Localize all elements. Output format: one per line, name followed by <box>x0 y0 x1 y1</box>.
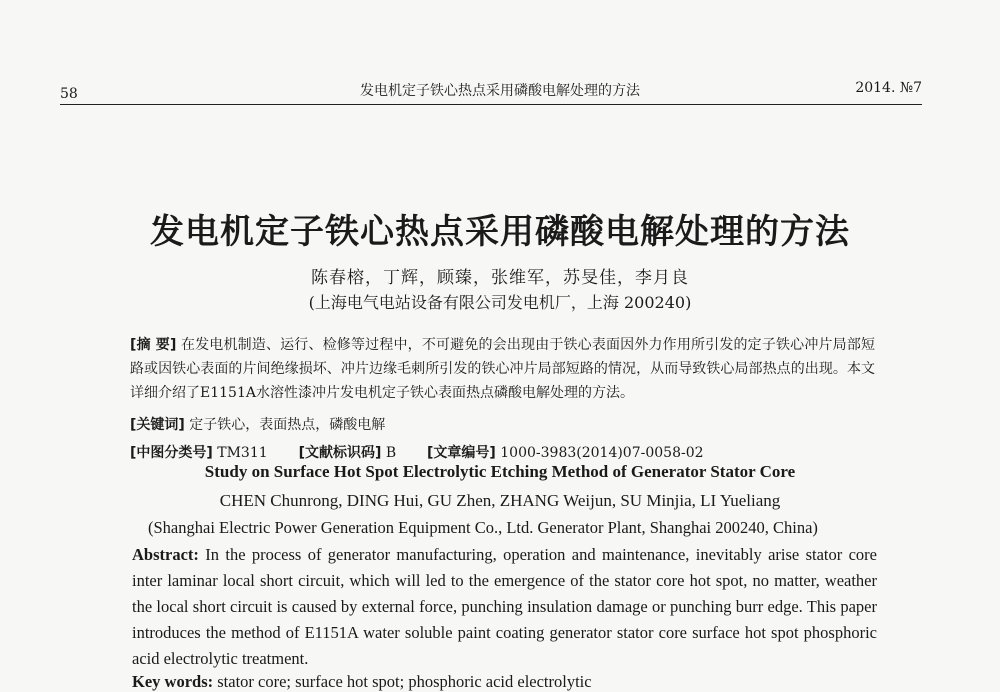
header-rule <box>60 104 922 105</box>
classification-row <box>130 442 704 462</box>
keywords-en-text: stator core; surface hot spot; phosphoric acid electrolytic <box>217 672 592 691</box>
page-number: 58 <box>60 86 78 102</box>
abstract-en-label: Abstract: <box>132 545 199 564</box>
article-number-value: 1000-3983(2014)07-0058-02 <box>500 445 704 461</box>
affiliation-en: (Shanghai Electric Power Generation Equipment Co., Ltd. Generator Plant, Shanghai 200240, China) <box>148 518 818 537</box>
clc-label: [中图分类号] <box>130 445 213 461</box>
abstract-cn-text: 在发电机制造、运行、检修等过程中，不可避免的会出现由于铁心表面因外力作用所引发的定子铁心冲片局部短路或因铁心表面的片间绝缘损坏、冲片边缘毛刺所引发的铁心冲片局部短路的情况，从而导致铁心局部热点的出现。本文详细介绍了E1151A水溶性漆冲片发电机定子铁心表面热点磷酸电解处理的方法。 <box>130 337 876 401</box>
issue-number: 2014. №7 <box>855 80 922 96</box>
article-title-en: Study on Surface Hot Spot Electrolytic Etching Method of Generator Stator Core <box>204 462 796 481</box>
keywords-cn-label: [关键词] <box>130 417 185 433</box>
abstract-cn-label: [摘 要] <box>130 337 177 353</box>
authors-cn: 陈春榕，丁辉，顾臻，张维军，苏旻佳，李月良 <box>311 268 689 288</box>
doc-code-value: B <box>385 445 397 461</box>
keywords-en <box>132 672 592 692</box>
abstract-en <box>132 542 877 672</box>
affiliation-cn: (上海电气电站设备有限公司发电机厂，上海 200240) <box>308 293 692 312</box>
abstract-en-text: In the process of generator manufacturing, operation and maintenance, inevitably arise stator core inter laminar local short circuit, which will led to the emergence of the stator core hot spot, no matter, weather the local short circuit is caused by external force, punching insulation damage or punching burr edge. This paper introduces the method of E1151A water soluble paint coating generator stator core surface hot spot phosphoric acid electrolytic treatment. <box>132 545 878 668</box>
clc-value: TM311 <box>217 445 268 461</box>
article-title-cn: 发电机定子铁心热点采用磷酸电解处理的方法 <box>150 212 850 252</box>
doc-code-label: [文献标识码] <box>298 445 382 461</box>
keywords-cn <box>130 414 385 434</box>
abstract-cn <box>130 333 875 405</box>
running-title: 发电机定子铁心热点采用磷酸电解处理的方法 <box>360 83 640 99</box>
authors-en: CHEN Chunrong, DING Hui, GU Zhen, ZHANG Weijun, SU Minjia, LI Yueliang <box>219 491 781 510</box>
keywords-en-label: Key words: <box>132 672 214 691</box>
article-number-label: [文章编号] <box>427 445 496 461</box>
keywords-cn-text: 定子铁心，表面热点，磷酸电解 <box>189 417 386 433</box>
